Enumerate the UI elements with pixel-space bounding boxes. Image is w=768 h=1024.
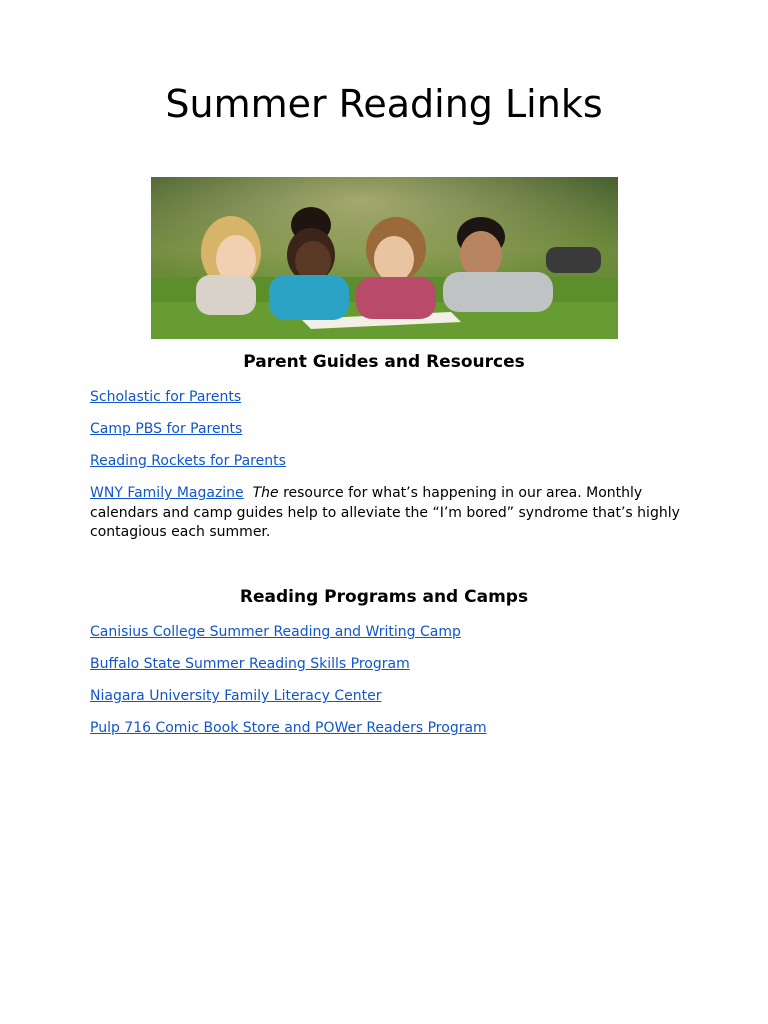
- camp-pbs-for-parents-link[interactable]: Camp PBS for Parents: [90, 421, 243, 437]
- list-item: [90, 388, 690, 407]
- list-item: [90, 719, 690, 738]
- page-title: Summer Reading Links: [165, 82, 603, 126]
- reading-rockets-for-parents-link[interactable]: Reading Rockets for Parents: [90, 453, 286, 469]
- canisius-college-camp-link[interactable]: Canisius College Summer Reading and Writing Camp: [90, 624, 461, 640]
- wny-description: resource for what’s happening in our area. Monthly calendars and camp guides help to alleviate the “I’m bored” syndrome that’s highly contagious each summer.: [90, 485, 680, 540]
- list-item: [90, 420, 690, 439]
- children-reading-photo: [151, 177, 618, 339]
- hero-image: [151, 177, 618, 339]
- wny-emphasis: The: [252, 485, 279, 501]
- wny-family-magazine-link[interactable]: WNY Family Magazine: [90, 485, 244, 501]
- parent-guides-heading: Parent Guides and Resources: [243, 352, 525, 372]
- program-links-list: [90, 623, 690, 751]
- scholastic-for-parents-link[interactable]: Scholastic for Parents: [90, 389, 242, 405]
- list-item: [90, 687, 690, 706]
- list-item: [90, 623, 690, 642]
- list-item: [90, 655, 690, 674]
- parent-links-list: [90, 388, 690, 484]
- wny-family-magazine-paragraph: [90, 484, 680, 543]
- pulp-716-program-link[interactable]: Pulp 716 Comic Book Store and POWer Readers Program: [90, 720, 487, 736]
- buffalo-state-program-link[interactable]: Buffalo State Summer Reading Skills Program: [90, 656, 410, 672]
- niagara-university-center-link[interactable]: Niagara University Family Literacy Center: [90, 688, 382, 704]
- reading-programs-heading: Reading Programs and Camps: [239, 587, 529, 607]
- list-item: [90, 452, 690, 471]
